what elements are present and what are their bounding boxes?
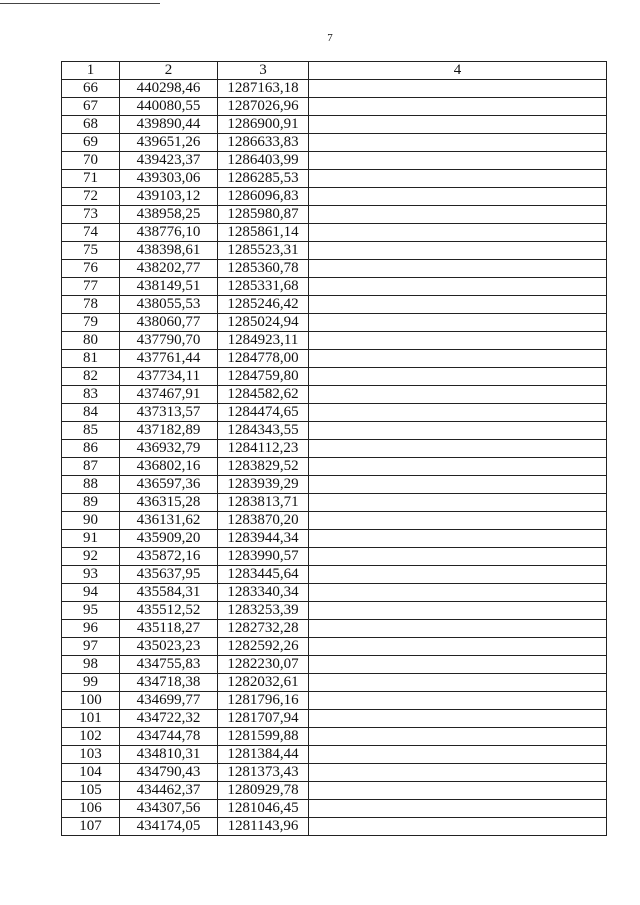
note-cell [309,440,607,458]
note-cell [309,584,607,602]
note-cell [309,80,607,98]
note-cell [309,314,607,332]
table-row [62,656,607,674]
note-cell [309,98,607,116]
point-number-cell: 70 [62,152,120,170]
note-cell [309,368,607,386]
top-left-rule [0,3,160,4]
point-number-cell: 98 [62,656,120,674]
note-cell [309,152,607,170]
y-coordinate-cell: 1286096,83 [218,188,309,206]
x-coordinate-cell: 435584,31 [120,584,218,602]
x-coordinate-cell: 435118,27 [120,620,218,638]
note-cell [309,512,607,530]
y-coordinate-cell: 1285523,31 [218,242,309,260]
y-coordinate-cell: 1284474,65 [218,404,309,422]
x-coordinate-cell: 439423,37 [120,152,218,170]
x-coordinate-cell: 436802,16 [120,458,218,476]
point-number-cell: 76 [62,260,120,278]
note-cell [309,764,607,782]
x-coordinate-cell: 440298,46 [120,80,218,98]
y-coordinate-cell: 1286285,53 [218,170,309,188]
y-coordinate-cell: 1281373,43 [218,764,309,782]
table-row [62,116,607,134]
note-cell [309,296,607,314]
point-number-cell: 90 [62,512,120,530]
x-coordinate-cell: 437761,44 [120,350,218,368]
x-coordinate-cell: 439303,06 [120,170,218,188]
point-number-cell: 99 [62,674,120,692]
x-coordinate-cell: 436597,36 [120,476,218,494]
x-coordinate-cell: 434699,77 [120,692,218,710]
page-number: 7 [327,32,333,44]
note-cell [309,458,607,476]
point-number-cell: 101 [62,710,120,728]
point-number-cell: 67 [62,98,120,116]
table-row [62,80,607,98]
y-coordinate-cell: 1282230,07 [218,656,309,674]
y-coordinate-cell: 1285861,14 [218,224,309,242]
note-cell [309,530,607,548]
table-row [62,782,607,800]
table-row [62,458,607,476]
point-number-cell: 71 [62,170,120,188]
y-coordinate-cell: 1282592,26 [218,638,309,656]
note-cell [309,224,607,242]
x-coordinate-cell: 434722,32 [120,710,218,728]
table-row [62,494,607,512]
header-col-4: 4 [309,62,607,80]
point-number-cell: 89 [62,494,120,512]
note-cell [309,494,607,512]
x-coordinate-cell: 437790,70 [120,332,218,350]
note-cell [309,692,607,710]
point-number-cell: 74 [62,224,120,242]
point-number-cell: 73 [62,206,120,224]
point-number-cell: 106 [62,800,120,818]
point-number-cell: 83 [62,386,120,404]
y-coordinate-cell: 1284778,00 [218,350,309,368]
point-number-cell: 102 [62,728,120,746]
x-coordinate-cell: 434790,43 [120,764,218,782]
point-number-cell: 96 [62,620,120,638]
x-coordinate-cell: 437313,57 [120,404,218,422]
point-number-cell: 68 [62,116,120,134]
y-coordinate-cell: 1281143,96 [218,818,309,836]
x-coordinate-cell: 437734,11 [120,368,218,386]
y-coordinate-cell: 1281384,44 [218,746,309,764]
x-coordinate-cell: 434744,78 [120,728,218,746]
point-number-cell: 87 [62,458,120,476]
note-cell [309,818,607,836]
note-cell [309,170,607,188]
y-coordinate-cell: 1285024,94 [218,314,309,332]
table-row [62,620,607,638]
y-coordinate-cell: 1286403,99 [218,152,309,170]
table-row [62,98,607,116]
point-number-cell: 85 [62,422,120,440]
table-row [62,818,607,836]
note-cell [309,800,607,818]
point-number-cell: 66 [62,80,120,98]
x-coordinate-cell: 435909,20 [120,530,218,548]
point-number-cell: 94 [62,584,120,602]
y-coordinate-cell: 1284759,80 [218,368,309,386]
point-number-cell: 77 [62,278,120,296]
table-row [62,206,607,224]
note-cell [309,332,607,350]
coordinates-table [61,61,607,836]
y-coordinate-cell: 1283829,52 [218,458,309,476]
table-row [62,476,607,494]
table-row [62,674,607,692]
x-coordinate-cell: 435872,16 [120,548,218,566]
header-col-2: 2 [120,62,218,80]
table-row [62,530,607,548]
y-coordinate-cell: 1287026,96 [218,98,309,116]
y-coordinate-cell: 1280929,78 [218,782,309,800]
table-row [62,512,607,530]
point-number-cell: 93 [62,566,120,584]
y-coordinate-cell: 1283340,34 [218,584,309,602]
note-cell [309,278,607,296]
note-cell [309,206,607,224]
note-cell [309,548,607,566]
header-row [62,62,607,80]
note-cell [309,260,607,278]
x-coordinate-cell: 435512,52 [120,602,218,620]
header-col-1: 1 [62,62,120,80]
x-coordinate-cell: 434755,83 [120,656,218,674]
y-coordinate-cell: 1281796,16 [218,692,309,710]
note-cell [309,602,607,620]
y-coordinate-cell: 1284923,11 [218,332,309,350]
point-number-cell: 86 [62,440,120,458]
x-coordinate-cell: 439651,26 [120,134,218,152]
table-row [62,332,607,350]
table-row [62,296,607,314]
x-coordinate-cell: 438202,77 [120,260,218,278]
table-row [62,440,607,458]
table-header [62,62,607,80]
note-cell [309,782,607,800]
table-row [62,386,607,404]
table-row [62,548,607,566]
x-coordinate-cell: 438055,53 [120,296,218,314]
table-row [62,152,607,170]
note-cell [309,476,607,494]
point-number-cell: 79 [62,314,120,332]
y-coordinate-cell: 1283944,34 [218,530,309,548]
y-coordinate-cell: 1285246,42 [218,296,309,314]
table-row [62,692,607,710]
x-coordinate-cell: 437182,89 [120,422,218,440]
table-row [62,314,607,332]
table-row [62,404,607,422]
note-cell [309,404,607,422]
y-coordinate-cell: 1281599,88 [218,728,309,746]
note-cell [309,728,607,746]
x-coordinate-cell: 436131,62 [120,512,218,530]
point-number-cell: 72 [62,188,120,206]
y-coordinate-cell: 1283445,64 [218,566,309,584]
table-row [62,170,607,188]
point-number-cell: 69 [62,134,120,152]
x-coordinate-cell: 440080,55 [120,98,218,116]
note-cell [309,674,607,692]
y-coordinate-cell: 1283813,71 [218,494,309,512]
point-number-cell: 97 [62,638,120,656]
x-coordinate-cell: 435637,95 [120,566,218,584]
note-cell [309,656,607,674]
x-coordinate-cell: 436932,79 [120,440,218,458]
table-row [62,224,607,242]
table-row [62,800,607,818]
x-coordinate-cell: 438398,61 [120,242,218,260]
y-coordinate-cell: 1283939,29 [218,476,309,494]
y-coordinate-cell: 1282032,61 [218,674,309,692]
y-coordinate-cell: 1283253,39 [218,602,309,620]
note-cell [309,710,607,728]
point-number-cell: 84 [62,404,120,422]
note-cell [309,620,607,638]
table-row [62,710,607,728]
note-cell [309,386,607,404]
x-coordinate-cell: 438060,77 [120,314,218,332]
y-coordinate-cell: 1286633,83 [218,134,309,152]
table-row [62,764,607,782]
x-coordinate-cell: 436315,28 [120,494,218,512]
y-coordinate-cell: 1284112,23 [218,440,309,458]
point-number-cell: 80 [62,332,120,350]
x-coordinate-cell: 439103,12 [120,188,218,206]
table-row [62,602,607,620]
x-coordinate-cell: 434718,38 [120,674,218,692]
table-row [62,422,607,440]
note-cell [309,242,607,260]
y-coordinate-cell: 1287163,18 [218,80,309,98]
note-cell [309,746,607,764]
x-coordinate-cell: 437467,91 [120,386,218,404]
x-coordinate-cell: 438776,10 [120,224,218,242]
point-number-cell: 104 [62,764,120,782]
point-number-cell: 92 [62,548,120,566]
table-row [62,278,607,296]
table-row [62,134,607,152]
note-cell [309,638,607,656]
point-number-cell: 78 [62,296,120,314]
y-coordinate-cell: 1285331,68 [218,278,309,296]
point-number-cell: 91 [62,530,120,548]
y-coordinate-cell: 1285980,87 [218,206,309,224]
note-cell [309,188,607,206]
table-row [62,260,607,278]
x-coordinate-cell: 434174,05 [120,818,218,836]
table-row [62,566,607,584]
point-number-cell: 82 [62,368,120,386]
table-row [62,188,607,206]
note-cell [309,116,607,134]
table-row [62,242,607,260]
table-row [62,638,607,656]
y-coordinate-cell: 1283990,57 [218,548,309,566]
point-number-cell: 103 [62,746,120,764]
note-cell [309,566,607,584]
table-row [62,368,607,386]
point-number-cell: 100 [62,692,120,710]
x-coordinate-cell: 439890,44 [120,116,218,134]
x-coordinate-cell: 438149,51 [120,278,218,296]
point-number-cell: 95 [62,602,120,620]
x-coordinate-cell: 434307,56 [120,800,218,818]
y-coordinate-cell: 1281707,94 [218,710,309,728]
point-number-cell: 75 [62,242,120,260]
y-coordinate-cell: 1286900,91 [218,116,309,134]
table-row [62,746,607,764]
y-coordinate-cell: 1282732,28 [218,620,309,638]
y-coordinate-cell: 1285360,78 [218,260,309,278]
note-cell [309,350,607,368]
x-coordinate-cell: 434462,37 [120,782,218,800]
x-coordinate-cell: 434810,31 [120,746,218,764]
y-coordinate-cell: 1284582,62 [218,386,309,404]
x-coordinate-cell: 435023,23 [120,638,218,656]
table-row [62,728,607,746]
note-cell [309,422,607,440]
table-row [62,584,607,602]
point-number-cell: 107 [62,818,120,836]
point-number-cell: 88 [62,476,120,494]
y-coordinate-cell: 1284343,55 [218,422,309,440]
note-cell [309,134,607,152]
header-col-3: 3 [218,62,309,80]
y-coordinate-cell: 1281046,45 [218,800,309,818]
point-number-cell: 105 [62,782,120,800]
table-body [62,80,607,836]
point-number-cell: 81 [62,350,120,368]
x-coordinate-cell: 438958,25 [120,206,218,224]
table-row [62,350,607,368]
y-coordinate-cell: 1283870,20 [218,512,309,530]
